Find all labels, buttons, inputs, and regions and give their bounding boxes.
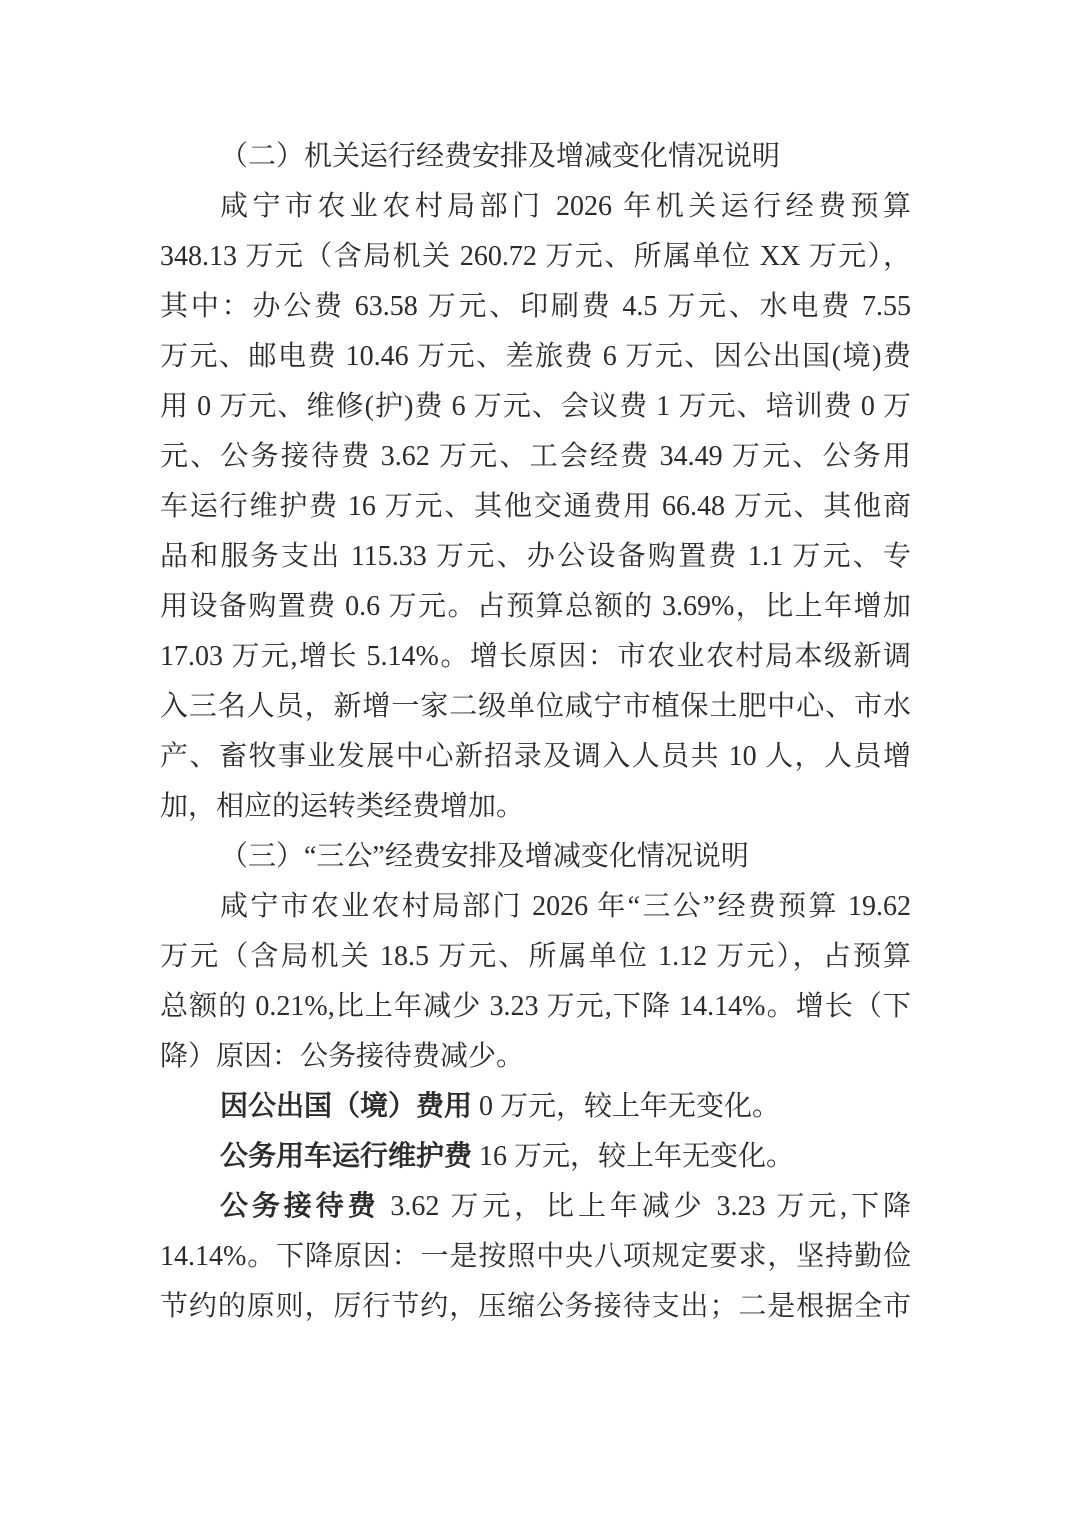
text-line: 降）原因：公务接待费减少。 xyxy=(160,1041,525,1072)
text-line: 车运行维护费 16 万元、其他交通费用 66.48 万元、其他商 xyxy=(160,491,911,522)
text-line xyxy=(160,1182,911,1232)
text-line: 加，相应的运转类经费增加。 xyxy=(160,791,525,822)
text-line: 入三名人员，新增一家二级单位咸宁市植保土肥中心、市水 xyxy=(160,691,911,722)
text-line: 其中：办公费 63.58 万元、印刷费 4.5 万元、水电费 7.55 xyxy=(160,291,911,322)
text-line: 元、公务接待费 3.62 万元、工会经费 34.49 万元、公务用 xyxy=(160,441,911,472)
text-line: 用设备购置费 0.6 万元。占预算总额的 3.69%，比上年增加 xyxy=(160,591,911,622)
bold-lead-text: 公务用车运行维护费 xyxy=(220,1141,473,1172)
text-line: 348.13 万元（含局机关 260.72 万元、所属单位 XX 万元）， xyxy=(160,241,911,272)
text-line: 咸宁市农业农村局部门 2026 年“三公”经费预算 19.62 xyxy=(220,891,911,922)
text-line: 产、畜牧事业发展中心新招录及调入人员共 10 人，人员增 xyxy=(160,741,911,772)
text-line: 节约的原则，厉行节约，压缩公务接待支出；二是根据全市 xyxy=(160,1291,911,1322)
text-line: （三）“三公”经费安排及增减变化情况说明 xyxy=(220,841,749,872)
text-line: 17.03 万元,增长 5.14%。增长原因：市农业农村局本级新调 xyxy=(160,641,911,672)
bold-lead-text: 因公出国（境）费用 xyxy=(220,1091,473,1122)
text-line: 万元、邮电费 10.46 万元、差旅费 6 万元、因公出国(境)费 xyxy=(160,341,911,372)
text-line: 14.14%。下降原因：一是按照中央八项规定要求，坚持勤俭 xyxy=(160,1241,911,1272)
line-text: 3.62 万元，比上年减少 3.23 万元,下降 xyxy=(379,1191,911,1222)
text-line: 用 0 万元、维修(护)费 6 万元、会议费 1 万元、培训费 0 万 xyxy=(160,391,911,422)
text-line: 品和服务支出 115.33 万元、办公设备购置费 1.1 万元、专 xyxy=(160,541,911,572)
line-text: 0 万元，较上年无变化。 xyxy=(472,1091,781,1122)
line-text: 16 万元，较上年无变化。 xyxy=(472,1141,795,1172)
text-line xyxy=(160,1082,911,1132)
bold-lead-text: 公务接待费 xyxy=(220,1191,380,1222)
text-line: 万元（含局机关 18.5 万元、所属单位 1.12 万元），占预算 xyxy=(160,941,911,972)
text-line: （二）机关运行经费安排及增减变化情况说明 xyxy=(220,141,781,172)
document-text-block xyxy=(160,132,911,1332)
text-line xyxy=(160,1132,911,1182)
text-line: 总额的 0.21%,比上年减少 3.23 万元,下降 14.14%。增长（下 xyxy=(160,991,911,1022)
text-line: 咸宁市农业农村局部门 2026 年机关运行经费预算 xyxy=(220,191,911,222)
